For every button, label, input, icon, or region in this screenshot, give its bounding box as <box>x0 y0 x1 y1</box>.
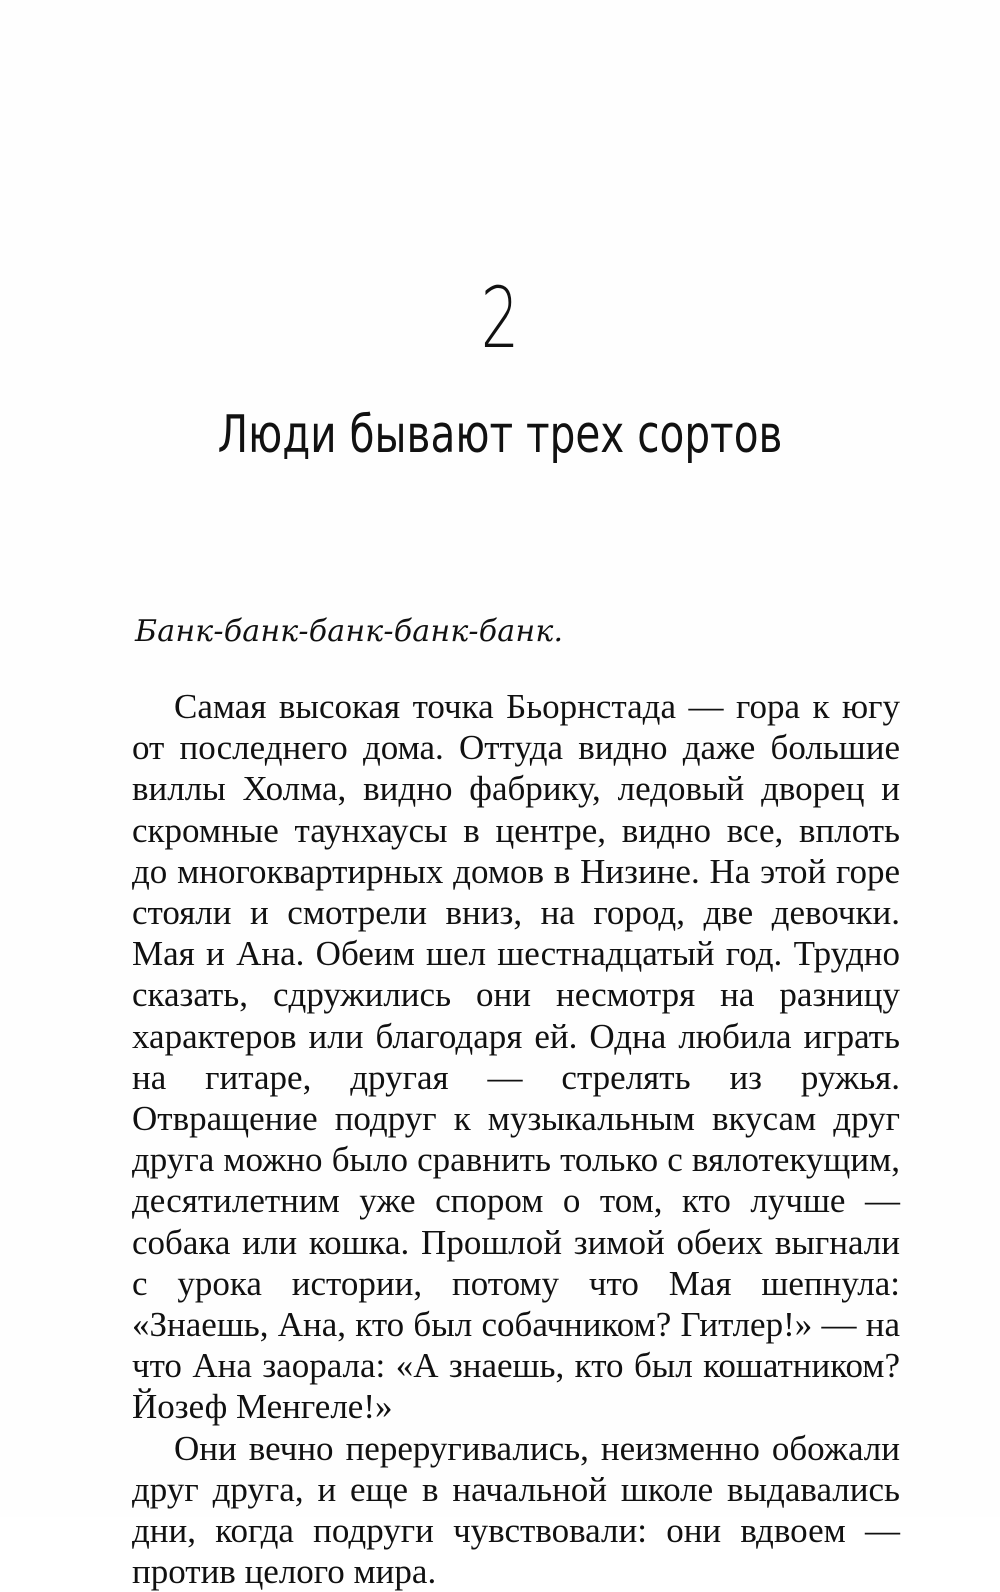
chapter-number: 2 <box>480 269 520 367</box>
chapter-body <box>132 686 900 1592</box>
chapter-title: Люди бывают трех сортов <box>217 405 783 465</box>
epigraph: Банк-банк-банк-банк-банк. <box>135 614 564 649</box>
paragraph-2: Они вечно переругивались, неизменно обожали друг друга, и еще в начальной школе выдавались дни, когда подруги чувствовали: они вдвоем — против целого мира. <box>132 1428 900 1592</box>
paragraph-1: Самая высокая точка Бьорнстада — гора к югу от последнего дома. Оттуда видно даже большие виллы Холма, видно фабрику, ледовый дворец и скромные таунхаусы в центре, видно все, вплоть до многоквартирных домов в Низине. На этой горе стояли и смотрели вниз, на город, две девочки. Мая и Ана. Обеим шел шестнадцатый год. Трудно сказать, сдружились они несмотря на разницу характеров или благодаря ей. Одна любила играть на гитаре, другая — стрелять из ружья. Отвращение подруг к музыкальным вкусам друг друга можно было сравнить только с вялотекущим, десятилетним уже спором о том, кто лучше — собака или кошка. Прошлой зимой обеих выгнали с урока истории, потому что Мая шепнула: «Знаешь, Ана, кто был собачником? Гитлер!» — на что Ана заорала: «А знаешь, кто был кошатником? Йозеф Менгеле!» <box>132 687 900 1427</box>
